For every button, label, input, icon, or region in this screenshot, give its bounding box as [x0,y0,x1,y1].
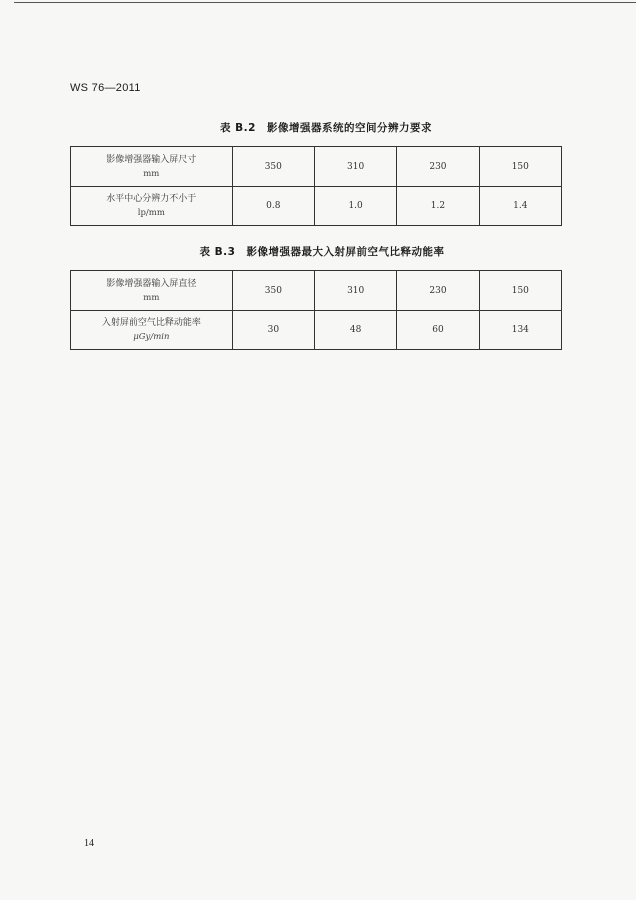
row-header [71,271,233,311]
table-cell: 230 [397,271,479,311]
table-cell: 150 [479,147,561,187]
table-cell: 134 [479,311,561,350]
table-row [71,147,562,187]
row-unit: mm [143,168,160,179]
table-cell: 60 [397,311,479,350]
table-cell: 350 [232,271,314,311]
table-cell: 150 [479,271,561,311]
table-row [71,311,562,350]
row-header [71,311,233,350]
table-cell: 310 [315,271,397,311]
table-row [71,271,562,311]
table-b3-caption: 表 B.3 影像增强器最大入射屏前空气比释动能率 [199,246,445,258]
row-label: 影像增强器输入屏尺寸 [106,154,197,165]
row-unit: mm [143,292,160,303]
table-cell: 230 [397,147,479,187]
table-cell: 0.8 [232,187,314,226]
row-label: 入射屏前空气比释动能率 [101,318,201,328]
table-cell: 48 [315,311,397,350]
table-cell: 1.0 [314,187,396,226]
table-cell: 350 [232,147,314,187]
row-label: 影像增强器输入屏直径 [106,278,197,289]
table-row [71,187,562,226]
table-cell: 1.2 [397,187,479,226]
table-b2 [70,146,562,226]
page-number: 14 [84,838,94,849]
table-cell: 30 [232,311,314,350]
row-header [71,147,233,187]
top-rule [14,2,636,3]
table-b3 [70,270,562,350]
table-b2-caption: 表 B.2 影像增强器系统的空间分辨力要求 [220,122,432,134]
row-unit: lp/mm [137,208,165,218]
row-header [71,187,233,226]
row-label: 水平中心分辨力不小于 [106,194,197,204]
row-unit: μGy/min [133,332,170,342]
table-cell: 310 [314,147,396,187]
standard-code: WS 76—2011 [70,82,141,94]
table-cell: 1.4 [479,187,561,226]
